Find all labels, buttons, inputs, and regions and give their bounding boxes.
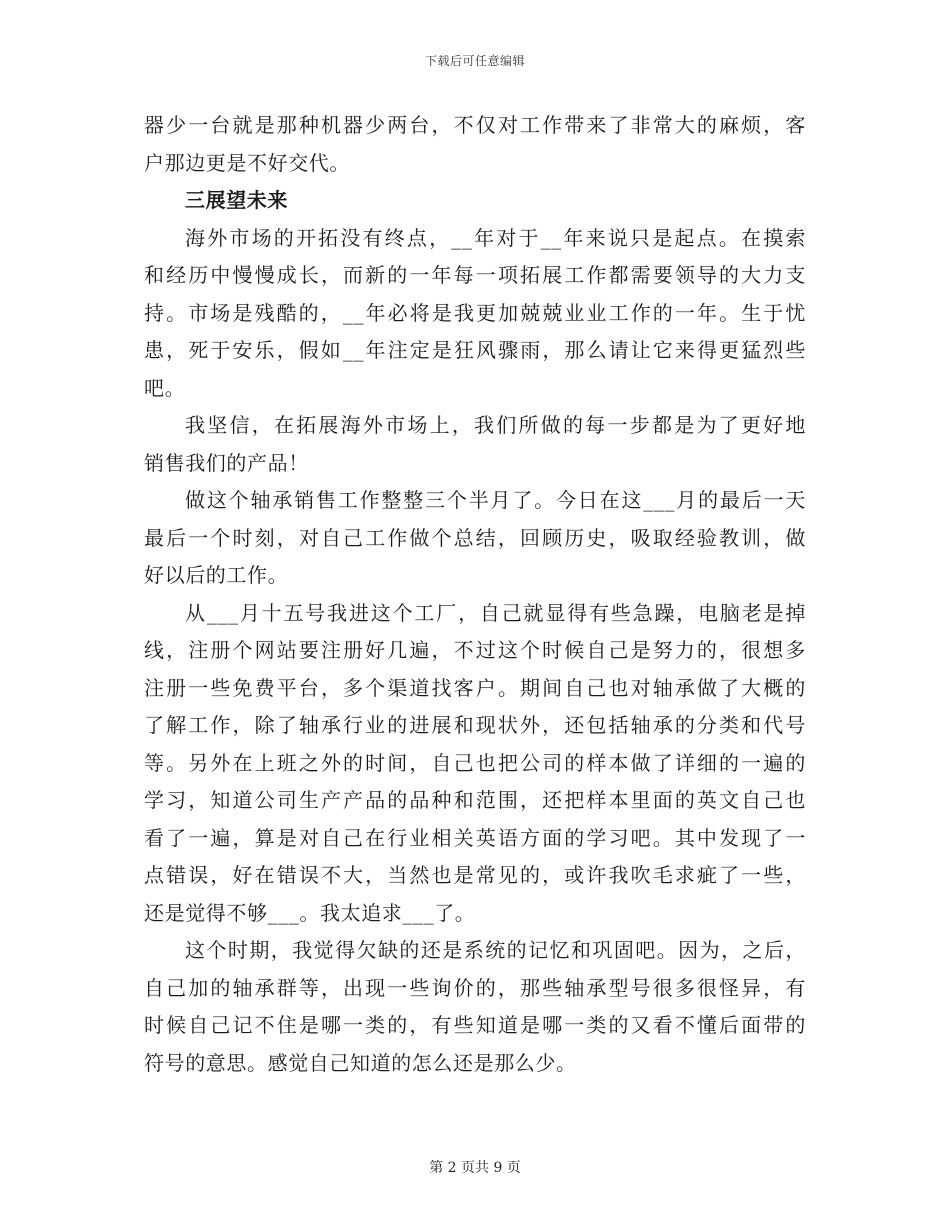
text-line: 这个时期，我觉得欠缺的还是系统的记忆和巩固吧。因为，之后， [185, 938, 806, 962]
text-line: 好以后的工作。 [144, 563, 289, 587]
text-line: 和经历中慢慢成长，而新的一年每一项拓展工作都需要领导的大力支 [144, 263, 806, 287]
document-body [144, 107, 806, 1082]
text-line: 符号的意思。感觉自己知道的怎么还是那么少。 [144, 1050, 577, 1075]
text-line: 做这个轴承销售工作整整三个半月了。今日在这___月的最后一天 [185, 488, 806, 512]
text-line: 时候自己记不住是哪一类的，有些知道是哪一类的又看不懂后面带的 [144, 1013, 806, 1037]
text-line: 最后一个时刻，对自己工作做个总结，回顾历史，吸取经验教训，做 [144, 525, 806, 550]
page-header: 下载后可任意编辑 [424, 54, 525, 68]
page-footer: 第 2 页共 9 页 [429, 1160, 521, 1176]
text-line: 海外市场的开拓没有终点，__年对于__年来说只是起点。在摸索 [185, 225, 806, 250]
section-heading: 三展望未来 [185, 188, 288, 212]
text-line: 等。另外在上班之外的时间，自己也把公司的样本做了详细的一遍的 [144, 750, 806, 775]
text-line: 学习，知道公司生产产品的品种和范围，还把样本里面的英文自己也 [144, 788, 806, 812]
text-line: 我坚信，在拓展海外市场上，我们所做的每一步都是为了更好地 [185, 413, 806, 437]
text-line: 从___月十五号我进这个工厂，自己就显得有些急躁，电脑老是掉 [185, 600, 806, 625]
text-line: 线，注册个网站要注册好几遍，不过这个时候自己是努力的，很想多 [144, 638, 806, 662]
text-line: 看了一遍，算是对自己在行业相关英语方面的学习吧。其中发现了一 [144, 825, 806, 850]
text-line: 还是觉得不够___。我太追求___了。 [144, 900, 476, 925]
text-line: 吧。 [144, 375, 186, 400]
text-line: 自己加的轴承群等，出现一些询价的，那些轴承型号很多很怪异，有 [144, 975, 806, 1000]
text-line: 了解工作，除了轴承行业的进展和现状外，还包括轴承的分类和代号 [144, 713, 806, 737]
text-line: 持。市场是残酷的，__年必将是我更加兢兢业业工作的一年。生于忧 [144, 300, 806, 325]
text-line: 点错误，好在错误不大，当然也是常见的，或许我吹毛求疵了一些， [144, 863, 806, 887]
text-line: 注册一些免费平台，多个渠道找客户。期间自己也对轴承做了大概的 [144, 675, 806, 700]
text-line: 患，死于安乐，假如__年注定是狂风骤雨，那么请让它来得更猛烈些 [144, 338, 806, 362]
text-line: 销售我们的产品！ [144, 450, 309, 475]
text-line: 户那边更是不好交代。 [144, 150, 350, 175]
text-line: 器少一台就是那种机器少两台，不仅对工作带来了非常大的麻烦，客 [144, 113, 806, 137]
